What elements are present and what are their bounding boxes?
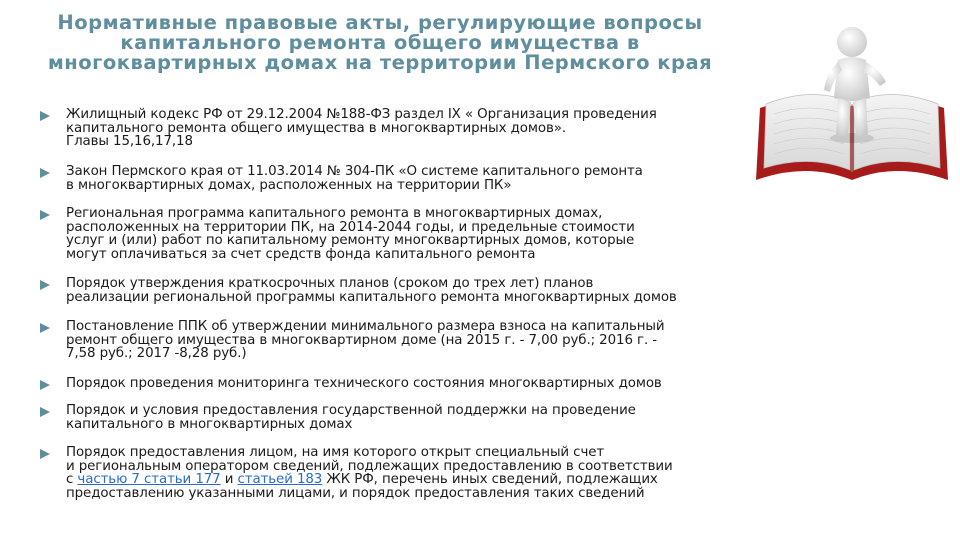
link-article-183[interactable]: статьей 183: [237, 472, 323, 488]
text-line: услуг и (или) работ по капитальному ремонту многоквартирных домов, которые: [66, 233, 635, 249]
text-line: Главы 15,16,17,18: [66, 134, 193, 150]
list-item-text: [66, 320, 756, 361]
list-item-text: [66, 108, 756, 149]
figure-on-open-book-icon: [752, 20, 952, 185]
list-item-text: [66, 207, 756, 261]
text-segment: и: [220, 472, 238, 488]
text-line: 7,58 руб.; 2017 -8,28 руб.): [66, 346, 247, 362]
text-line: капитального в многоквартирных домах: [66, 416, 353, 432]
list-item-text: [66, 404, 756, 431]
text-line: в многоквартирных домах, расположенных на территории ПК»: [66, 177, 512, 193]
triangle-bullet-icon: [40, 323, 50, 333]
text-line: расположенных на территории ПК, на 2014-2044 годы, и предельные стоимости: [66, 219, 635, 235]
text-segment: ЖК РФ, перечень иных сведений, подлежащих: [322, 472, 658, 488]
triangle-bullet-icon: [40, 210, 50, 220]
text-line: могут оплачиваться за счет средств фонда капитального ремонта: [66, 246, 536, 262]
slide-title: [30, 13, 730, 73]
text-line: Порядок утверждения краткосрочных планов (сроком до трех лет) планов: [66, 276, 594, 291]
text-line: Закон Пермского края от 11.03.2014 № 304-ПК «О системе капитального ремонта: [66, 164, 643, 179]
list-item-text: [66, 377, 756, 391]
text-line: Порядок предоставления лицом, на имя которого открыт специальный счет: [66, 445, 605, 460]
triangle-bullet-icon: [40, 168, 50, 178]
text-line: Постановление ППК об утверждении минимального размера взноса на капитальный: [66, 319, 665, 334]
triangle-bullet-icon: [40, 407, 50, 417]
list-item-text: [66, 277, 756, 304]
slide-title-line: капитального ремонта общего имущества в: [120, 31, 640, 54]
text-line: [66, 473, 756, 487]
list-item-text: [66, 446, 756, 500]
triangle-bullet-icon: [40, 449, 50, 459]
text-line: Жилищный кодекс РФ от 29.12.2004 №188-ФЗ раздел IX « Организация проведения: [66, 107, 657, 122]
text-line: реализации региональной программы капитального ремонта многоквартирных домов: [66, 289, 677, 305]
slide-title-line: Нормативные правовые акты, регулирующие вопросы: [57, 11, 703, 34]
triangle-bullet-icon: [40, 380, 50, 390]
triangle-bullet-icon: [40, 111, 50, 121]
text-line: предоставлению указанными лицами, и порядок предоставления таких сведений: [66, 485, 645, 501]
text-line: и региональным оператором сведений, подлежащих предоставлению в соответствии: [66, 458, 673, 474]
triangle-bullet-icon: [40, 280, 50, 290]
text-line: Порядок и условия предоставления государственной поддержки на проведение: [66, 403, 636, 418]
slide-title-line: многоквартирных домах на территории Пермского края: [47, 51, 713, 74]
text-segment: с: [66, 472, 78, 488]
text-line: Региональная программа капитального ремонта в многоквартирных домах,: [66, 206, 603, 221]
list-item-text: [66, 165, 756, 192]
text-line: Порядок проведения мониторинга технического состояния многоквартирных домов: [66, 376, 662, 391]
text-line: ремонт общего имущества в многоквартирном доме (на 2015 г. - 7,00 руб.; 2016 г. -: [66, 332, 658, 348]
link-part-7-article-177[interactable]: частью 7 статьи 177: [77, 472, 221, 488]
text-line: капитального ремонта общего имущества в многоквартирных домов».: [66, 120, 566, 136]
